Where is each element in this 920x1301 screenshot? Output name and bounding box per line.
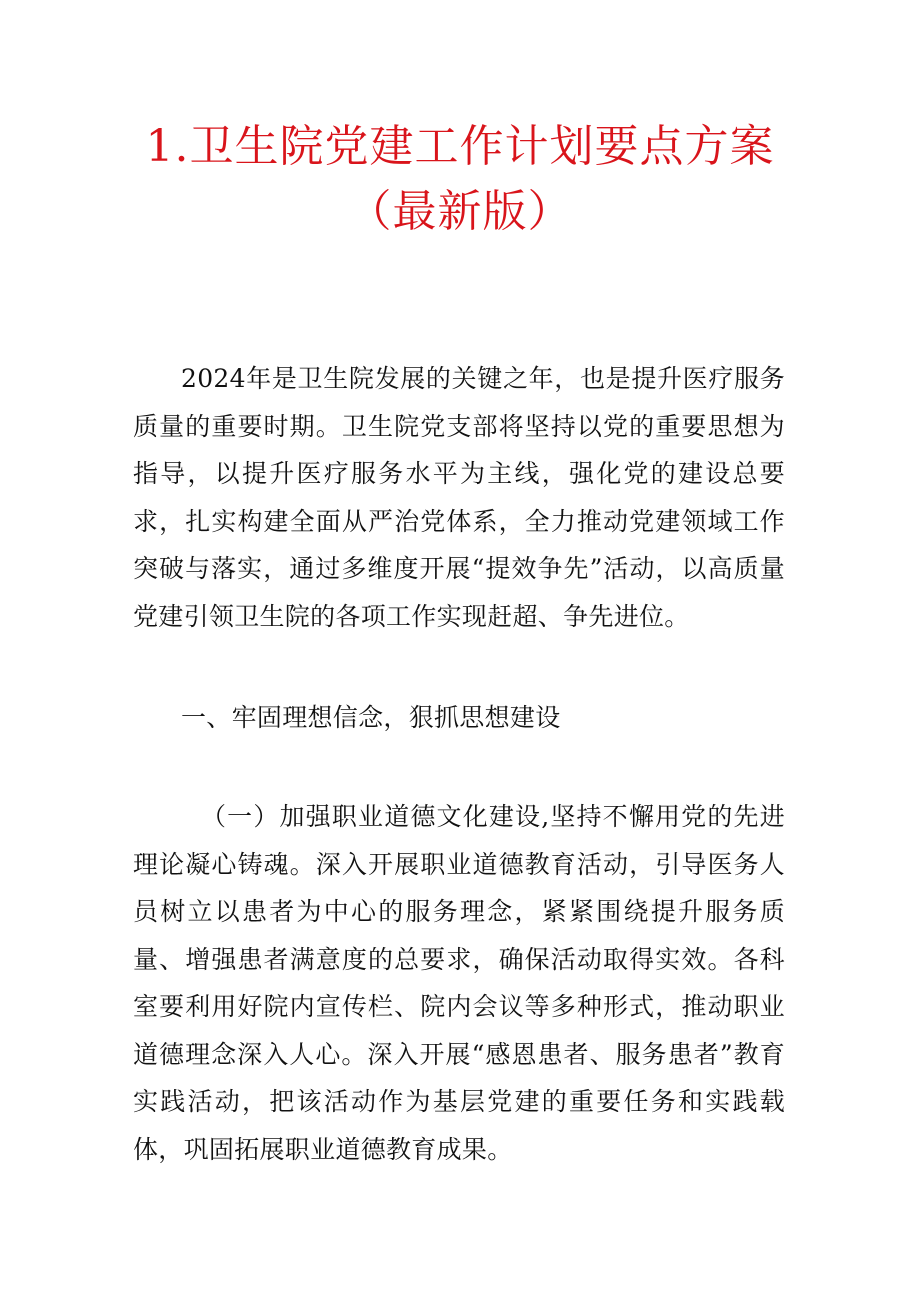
intro-paragraph: 2024年是卫生院发展的关键之年，也是提升医疗服务质量的重要时期。卫生院党支部将坚持以党的重要思想为指导，以提升医疗服务水平为主线，强化党的建设总要求，扎实构建全面从严治党体系，全力推动党建领域工作突破与落实，通过多维度开展“提效争先”活动，以高质量党建引领卫生院的各项工作实现赶超、争先进位。 <box>133 364 785 631</box>
subsection-paragraph: （一）加强职业道德文化建设,坚持不懈用党的先进理论凝心铸魂。深入开展职业道德教育活动，引导医务人员树立以患者为中心的服务理念，紧紧围绕提升服务质量、增强患者满意度的总要求，确保活动取得实效。各科室要利用好院内宣传栏、院内会议等多种形式，推动职业道德理念深入人心。深入开展“感恩患者、服务患者”教育实践活动，把该活动作为基层党建的重要任务和实践载体，巩固拓展职业道德教育成果。 <box>133 802 785 1164</box>
document-title-line2: （最新版） <box>347 186 573 237</box>
document-title-line1: 1.卫生院党建工作计划要点方案 <box>145 121 775 172</box>
section-heading: 一、牢固理想信念，狠抓思想建设 <box>181 703 561 732</box>
